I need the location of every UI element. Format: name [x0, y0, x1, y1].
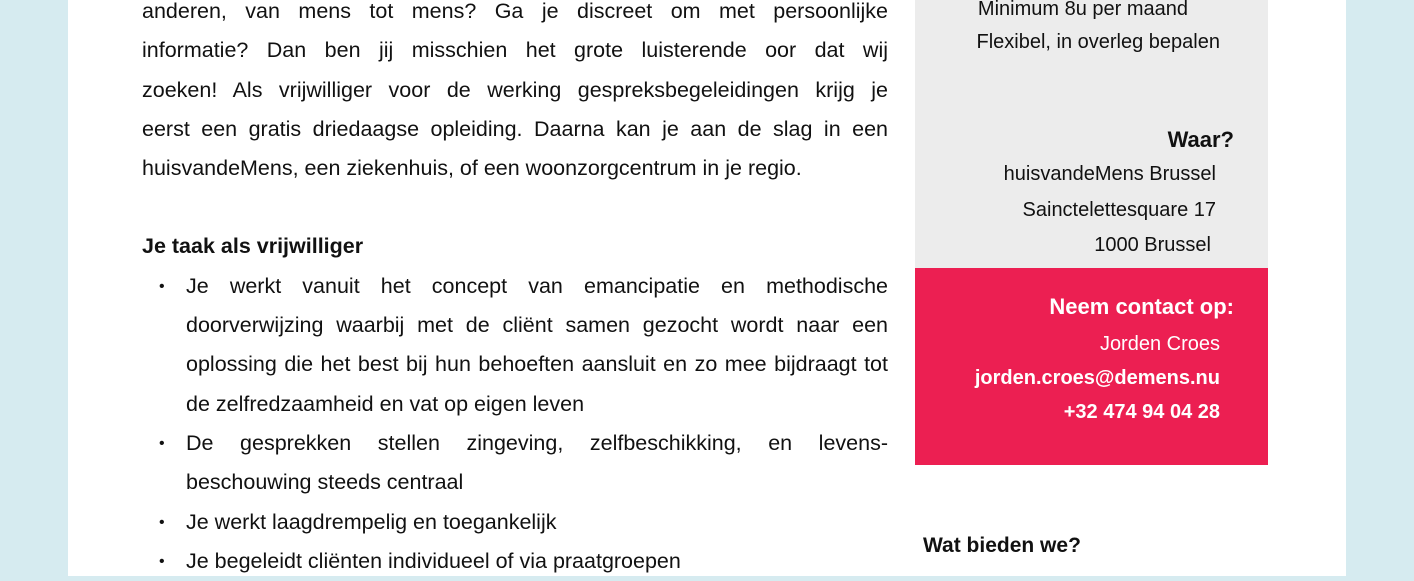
contact-box [915, 268, 1268, 465]
bullet-icon: • [159, 277, 165, 295]
time-flexibility: Flexibel, in overleg bepalen [976, 31, 1220, 53]
sidebar [915, 0, 1268, 465]
bullet-icon: • [159, 434, 165, 452]
list-item-text: Je werkt vanuit het concept van emancipatie en methodische doorverwijzing waarbij met de cliënt samen gezocht wordt naar een oplossing die het best bij hun behoeften aansluit en zo mee bijdraagt tot de zelfredzaamheid en vat op eigen leven [186, 273, 888, 416]
time-commitment: Minimum 8u per maand [977, 0, 1188, 20]
tasks-heading: Je taak als vrijwilliger [142, 234, 364, 259]
contact-label: Neem contact op: [1049, 294, 1234, 319]
contact-email-link[interactable]: jorden.croes@demens.nu [974, 367, 1220, 389]
list-item [142, 267, 888, 424]
offer-heading: Wat bieden we? [923, 534, 1081, 557]
main-column [142, 0, 888, 581]
list-item [142, 424, 888, 503]
address-street: Sainctelettesquare 17 [1022, 199, 1216, 221]
bullet-icon: • [159, 552, 165, 570]
intro-paragraph [142, 0, 888, 188]
intro-line: eerst een gratis driedaagse opleiding. Daarna kan je aan de slag in een [142, 116, 888, 141]
list-item [142, 542, 888, 581]
contact-phone[interactable]: +32 474 94 04 28 [1063, 401, 1220, 423]
contact-name: Jorden Croes [1099, 333, 1220, 355]
address-city: 1000 Brussel [1094, 234, 1211, 256]
list-item [142, 503, 888, 542]
where-label: Waar? [1167, 127, 1234, 152]
intro-line: anderen, van mens tot mens? Ga je discreet om met persoonlijke [142, 0, 888, 23]
intro-line: informatie? Dan ben jij misschien het grote luisterende oor dat wij [142, 38, 888, 63]
list-item-text: De gesprekken stellen zingeving, zelfbeschikking, en levens-beschouwing steeds centraal [186, 430, 888, 495]
document-page [68, 0, 1346, 576]
list-item-text: Je begeleidt cliënten individueel of via praatgroepen [186, 548, 681, 573]
intro-line: zoeken! Als vrijwilliger voor de werking gespreksbegeleidingen krijg je [142, 77, 888, 102]
intro-line: huisvandeMens, een ziekenhuis, of een woonzorgcentrum in je regio. [142, 156, 802, 181]
bullet-icon: • [159, 513, 165, 531]
sidebar-info-box [915, 0, 1268, 268]
tasks-list [142, 267, 888, 581]
address-name: huisvandeMens Brussel [1003, 163, 1216, 185]
list-item-text: Je werkt laagdrempelig en toegankelijk [186, 509, 557, 534]
